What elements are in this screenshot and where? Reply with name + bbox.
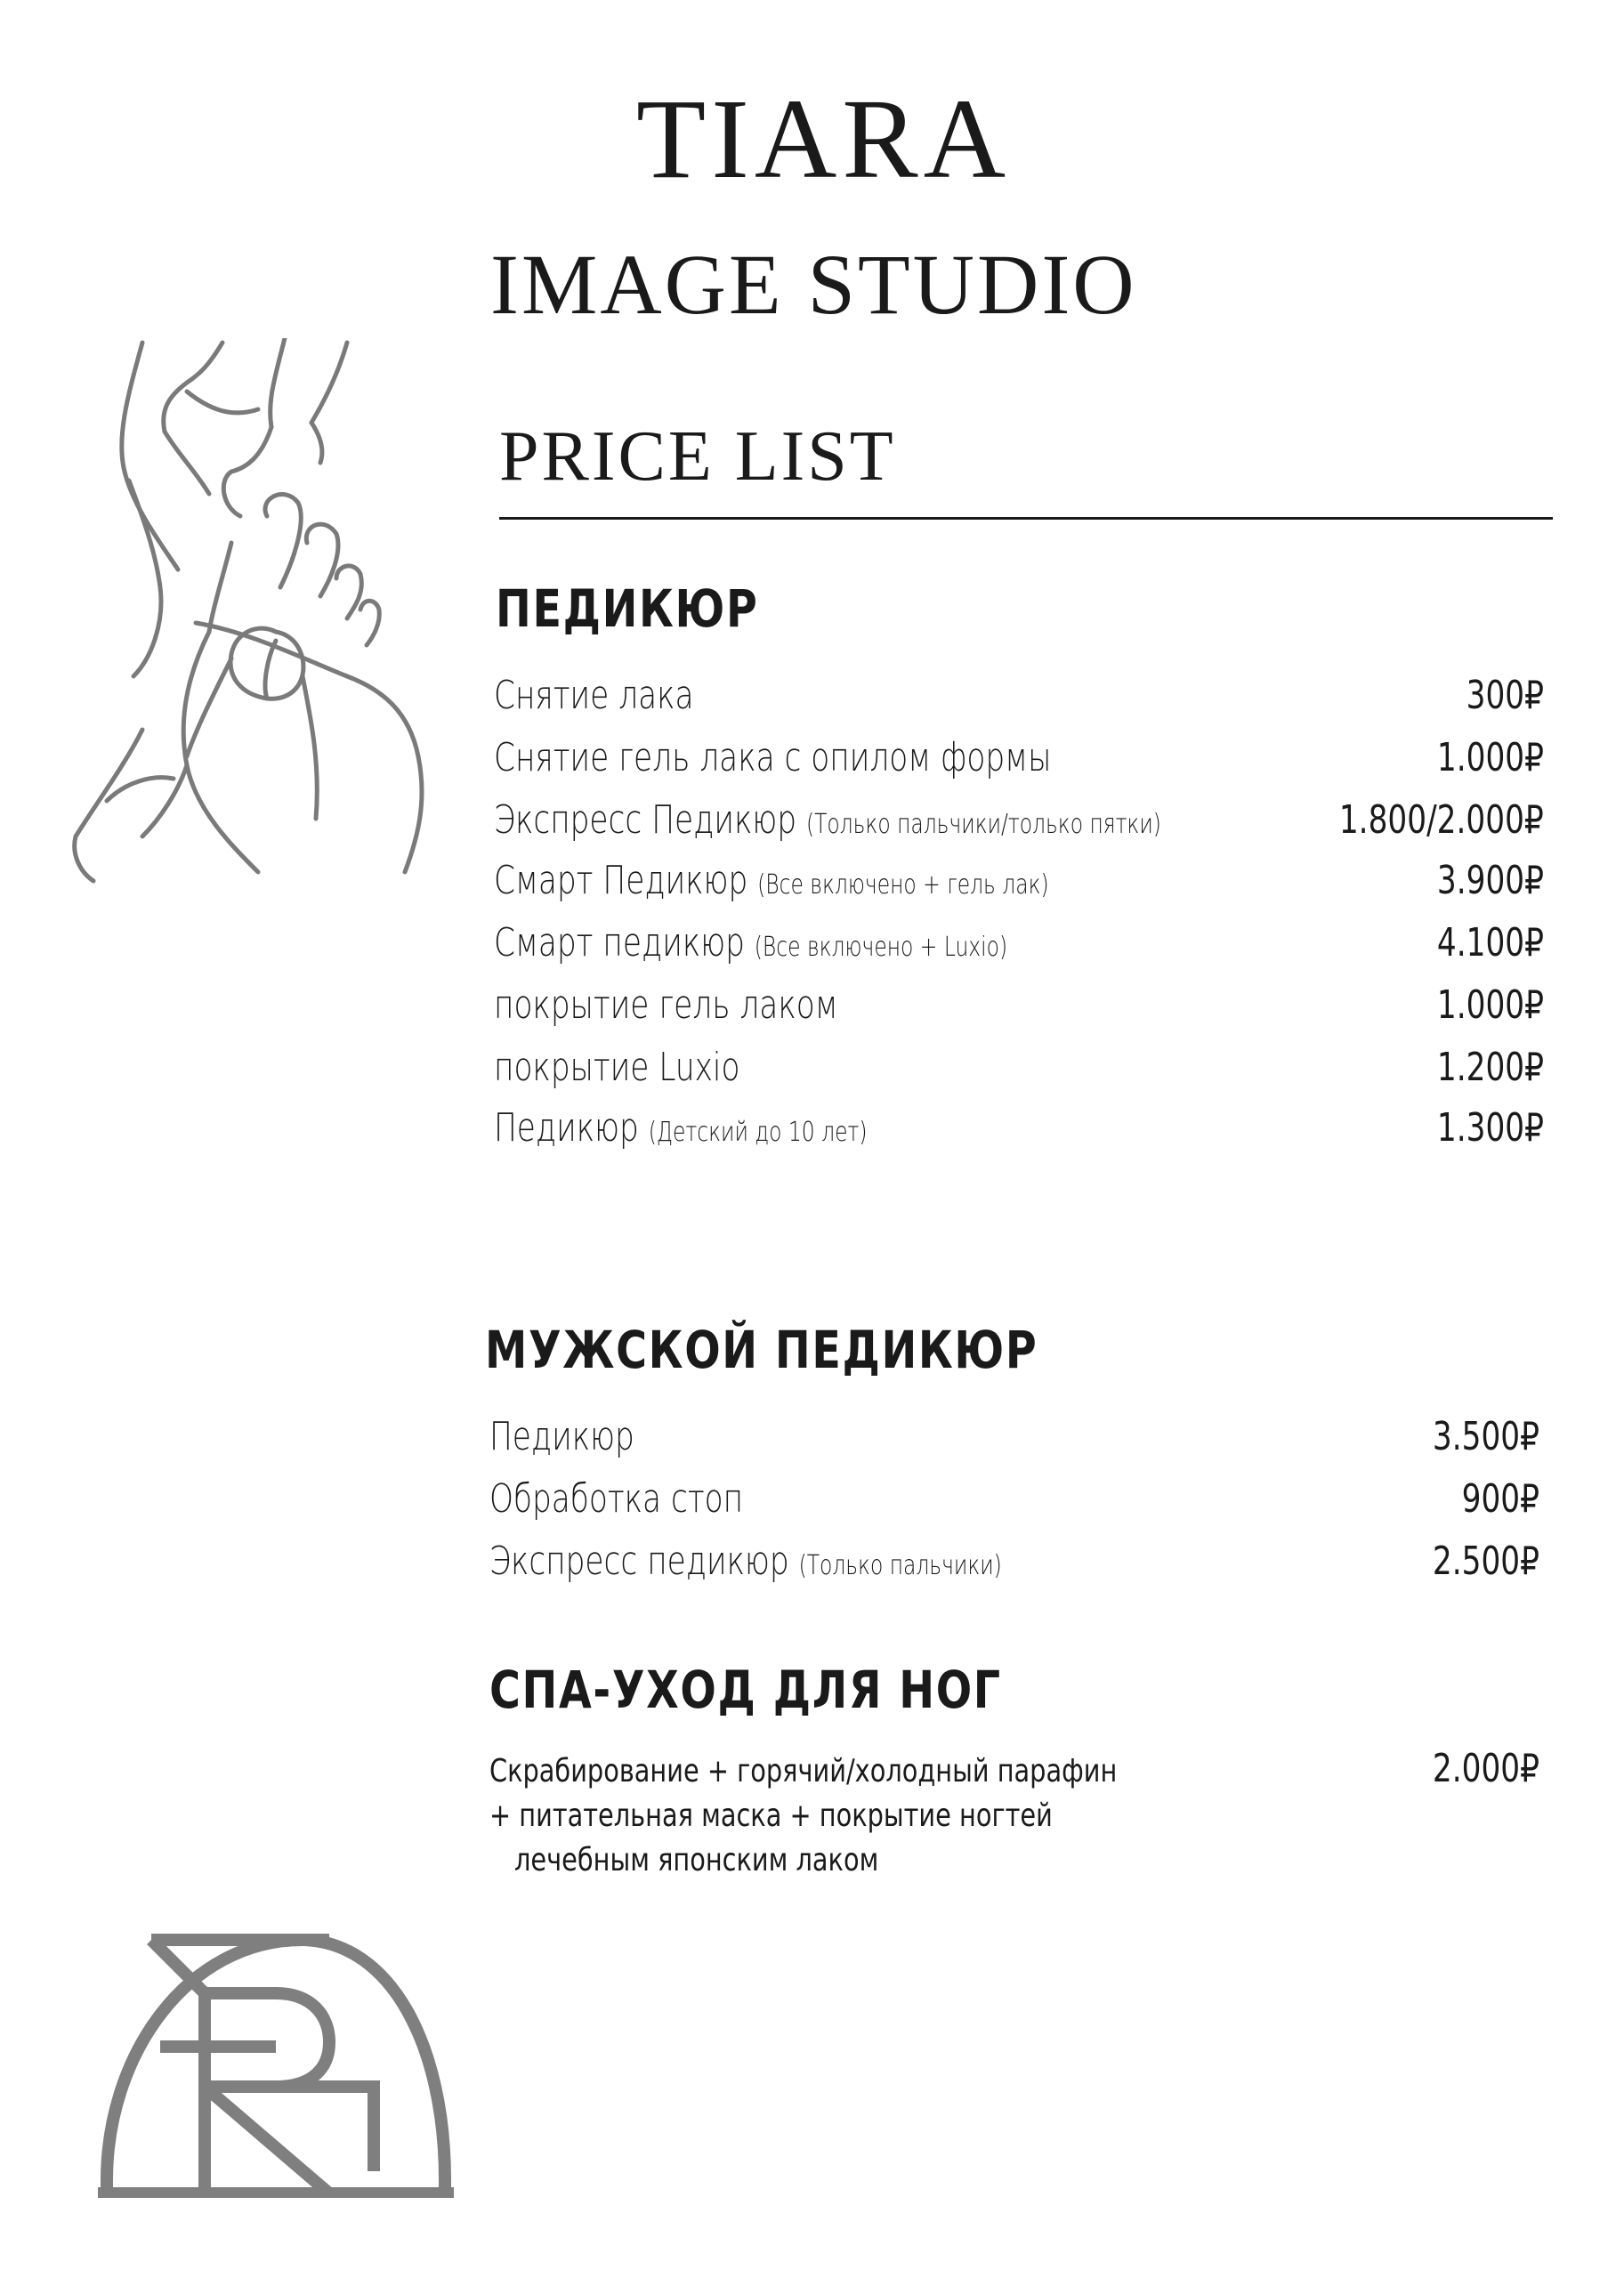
service-price: 3.900₽ (1436, 858, 1544, 903)
service-price: 1.800/2.000₽ (1339, 797, 1544, 843)
section-title-spa-foot-care: СПА-УХОД ДЛЯ НОГ (489, 1660, 1002, 1720)
service-name: Педикюр (489, 1414, 634, 1459)
price-list-heading: PRICE LIST (499, 417, 896, 496)
price-row (494, 1102, 1544, 1155)
price-row (489, 1473, 1539, 1526)
service-name: Снятие лака (494, 673, 694, 718)
studio-monogram-icon (98, 1931, 454, 2198)
service-price: 1.000₽ (1436, 735, 1544, 780)
service-name: Смарт педикюр (Все включено + Luxio) (494, 920, 1008, 965)
service-note: (Все включено + гель лак) (757, 869, 1049, 901)
service-price: 2.500₽ (1432, 1539, 1539, 1584)
brand-title: TIARA (636, 76, 1012, 202)
price-row (489, 1535, 1539, 1588)
service-name: Экспресс Педикюр (Только пальчики/только пятки) (494, 797, 1161, 843)
service-name: Педикюр (Детский до 10 лет) (494, 1105, 868, 1151)
service-price: 4.100₽ (1436, 920, 1544, 965)
service-name: Смарт Педикюр (Все включено + гель лак) (494, 858, 1049, 903)
service-note: (Все включено + Luxio) (754, 932, 1008, 963)
spa-price-row (489, 1742, 1539, 1796)
price-row (494, 731, 1544, 785)
service-price: 300₽ (1466, 673, 1544, 718)
service-name: покрытие гель лаком (494, 982, 838, 1028)
service-price: 900₽ (1461, 1476, 1539, 1522)
service-price: 1.300₽ (1436, 1105, 1544, 1151)
service-note: (Только пальчики/только пятки) (805, 809, 1161, 840)
service-name: Снятие гель лака с опилом формы (494, 735, 1052, 780)
spa-description-line: Скрабирование + горячий/холодный парафин (489, 1753, 1118, 1789)
price-row (494, 794, 1544, 847)
service-note: (Только пальчики) (798, 1550, 1002, 1581)
service-price: 1.200₽ (1436, 1045, 1544, 1090)
service-name: покрытие Luxio (494, 1045, 740, 1090)
service-note: (Детский до 10 лет) (648, 1117, 868, 1148)
price-row (494, 1041, 1544, 1095)
service-price: 1.000₽ (1436, 982, 1544, 1028)
spa-description-line: лечебным японским лаком (514, 1842, 879, 1878)
service-price: 3.500₽ (1432, 1414, 1539, 1459)
price-row (494, 669, 1544, 723)
price-row (489, 1410, 1539, 1464)
service-name: Экспресс педикюр (Только пальчики) (489, 1539, 1002, 1584)
foot-massage-hands-icon (53, 338, 445, 890)
service-name: Обработка стоп (489, 1476, 744, 1522)
section-title-mens-pedicure: МУЖСКОЙ ПЕДИКЮР (485, 1320, 1038, 1380)
price-row (494, 854, 1544, 908)
brand-subtitle: IMAGE STUDIO (490, 237, 1137, 332)
price-row (494, 979, 1544, 1032)
spa-description-line: + питательная маска + покрытие ногтей (489, 1797, 1053, 1834)
price-row (494, 917, 1544, 970)
service-price: 2.000₽ (1432, 1746, 1539, 1791)
heading-divider (499, 517, 1553, 520)
section-title-pedicure: ПЕДИКЮР (496, 578, 759, 639)
